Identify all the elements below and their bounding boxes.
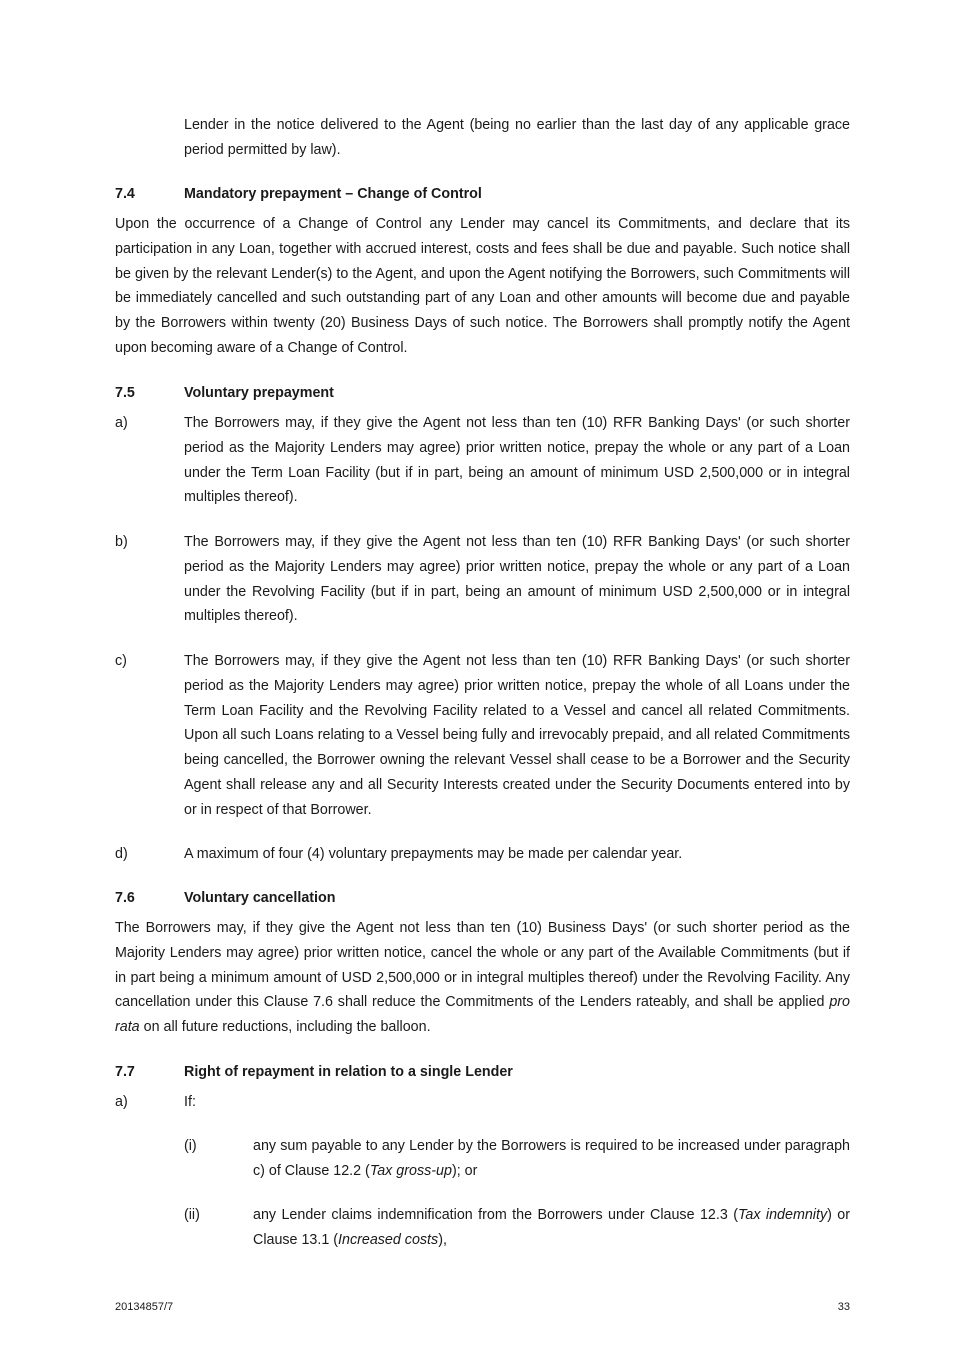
section-number: 7.5	[115, 385, 135, 401]
item-text: The Borrowers may, if they give the Agent not less than ten (10) RFR Banking Days' (or such shorter period as the Majority Lenders may agree) prior written notice, prepay the whole or any part of a Loan under the Term Loan Facility (but if in part, being an amount of minimum USD 2,500,000 or in integral multiples thereof).	[184, 415, 850, 506]
section-heading: Mandatory prepayment – Change of Control	[184, 186, 482, 202]
text: any sum payable to any Lender by the Borrowers is required to be increased under paragraph c) of Clause 12.2 (	[253, 1138, 850, 1179]
text: ),	[438, 1231, 447, 1248]
item-text: A maximum of four (4) voluntary prepayments may be made per calendar year.	[184, 846, 683, 862]
section-heading: Voluntary cancellation	[184, 890, 336, 906]
section-number: 7.4	[115, 186, 135, 202]
item-text: The Borrowers may, if they give the Agent not less than ten (10) RFR Banking Days' (or such shorter period as the Majority Lenders may agree) prior written notice, prepay the whole of all Loans under the Term Loan Facility and the Revolving Facility related to a Vessel and cancel all related Commitments. Upon all such Loans relating to a Vessel being fully and irrevocably prepaid, and all related Commitments being cancelled, the Borrower owning the relevant Vessel shall cease to be a Borrower and the Security Agent shall release any and all Security Interests created under the Security Documents entered into by or in respect of that Borrower.	[184, 653, 850, 818]
text: The Borrowers may, if they give the Agent not less than ten (10) Business Days' (or such shorter period as the Majority Lenders may agree) prior written notice, cancel the whole or any part of the Available Commitments (but if in part being a minimum amount of USD 2,500,000 or in integral multiples thereof) under the Revolving Facility. Any cancellation under this Clause 7.6 shall reduce the Commitments of the Lenders rateably, and shall be applied	[115, 920, 850, 1011]
italic-text: Increased costs	[338, 1231, 439, 1248]
italic-text: Tax indemnity	[737, 1207, 828, 1223]
item-label: d)	[115, 846, 128, 862]
section-paragraph: Upon the occurrence of a Change of Control any Lender may cancel its Commitments, and declare that its participation in any Loan, together with accrued interest, costs and fees shall be due and payable. Such notice shall be given by the relevant Lender(s) to the Agent, and upon the Agent notifying the Borrowers, such Commitments will be immediately cancelled and such outstanding part of any Loan and other amounts will become due and payable by the Borrowers within twenty (20) Business Days of such notice. The Borrowers shall promptly notify the Agent upon becoming aware of a Change of Control.	[115, 216, 850, 356]
item-text: The Borrowers may, if they give the Agent not less than ten (10) RFR Banking Days' (or such shorter period as the Majority Lenders may agree) prior written notice, prepay the whole or any part of a Loan under the Revolving Facility (but if in part, being an amount of minimum USD 2,500,000 or in integral multiples thereof).	[184, 534, 850, 625]
subitem-text	[253, 1203, 850, 1253]
subitem-text	[253, 1134, 850, 1184]
item-label: b)	[115, 534, 128, 550]
subitem-label: (i)	[184, 1138, 197, 1154]
italic-text: pro rata	[115, 994, 850, 1036]
footer-reference: 20134857/7	[115, 1301, 174, 1313]
text: any Lender claims indemnification from the Borrowers under Clause 12.3 (	[253, 1207, 738, 1223]
item-label: c)	[115, 653, 127, 669]
text: on all future reductions, including the balloon.	[139, 1019, 431, 1036]
item-label: a)	[115, 415, 128, 431]
section-number: 7.6	[115, 890, 135, 906]
section-heading: Right of repayment in relation to a single Lender	[184, 1064, 513, 1080]
italic-text: Tax gross-up	[369, 1162, 452, 1179]
intro-paragraph: Lender in the notice delivered to the Agent (being no earlier than the last day of any applicable grace period permitted by law).	[184, 117, 850, 158]
text: ) or Clause 13.1 (	[253, 1207, 851, 1248]
section-paragraph	[115, 916, 850, 1040]
item-text: If:	[184, 1094, 196, 1110]
section-heading: Voluntary prepayment	[184, 385, 334, 401]
text: ); or	[451, 1162, 478, 1179]
page-number: 33	[837, 1301, 850, 1313]
item-label: a)	[115, 1094, 128, 1110]
section-number: 7.7	[115, 1064, 135, 1080]
subitem-label: (ii)	[184, 1207, 200, 1223]
